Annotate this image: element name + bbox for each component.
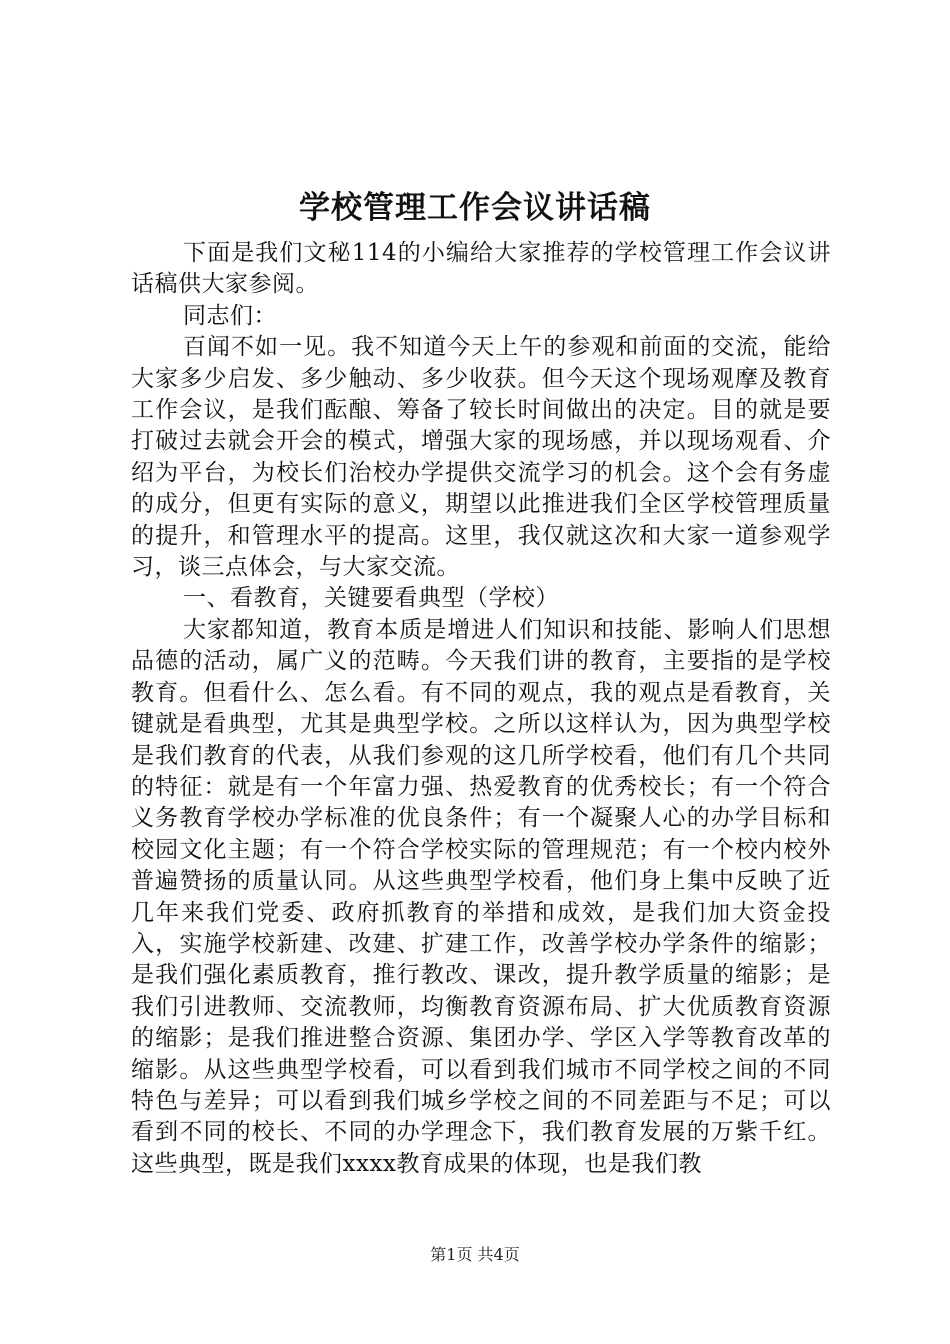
opening-paragraph: 百闻不如一见。我不知道今天上午的参观和前面的交流，能给大家多少启发、多少触动、多少收获。但今天这个现场观摩及教育工作会议，是我们酝酿、筹备了较长时间做出的决定。目的就是要打破过去就会开会的模式，增强大家的现场感，并以现场观看、介绍为平台，为校长们治校办学提供交流学习的机会。这个会有务虚的成分，但更有实际的意义，期望以此推进我们全区学校管理质量的提升，和管理水平的提高。这里，我仅就这次和大家一道参观学习，谈三点体会，与大家交流。 bbox=[131, 334, 831, 581]
section-1-paragraph: 大家都知道，教育本质是增进人们知识和技能、影响人们思想品德的活动，属广义的范畴。今天我们讲的教育，主要指的是学校教育。但看什么、怎么看。有不同的观点，我的观点是看教育，关键就是看典型，尤其是典型学校。之所以这样认为，因为典型学校是我们教育的代表，从我们参观的这几所学校看，他们有几个共同的特征：就是有一个年富力强、热爱教育的优秀校长；有一个符合义务教育学校办学标准的优良条件；有一个凝聚人心的办学目标和校园文化主题；有一个符合学校实际的管理规范；有一个校内校外普遍赞扬的质量认同。从这些典型学校看，他们身上集中反映了近几年来我们党委、政府抓教育的举措和成效，是我们加大资金投入，实施学校新建、改建、扩建工作，改善学校办学条件的缩影；是我们强化素质教育，推行教改、课改，提升教学质量的缩影；是我们引进教师、交流教师，均衡教育资源布局、扩大优质教育资源的缩影；是我们推进整合资源、集团办学、学区入学等教育改革的缩影。从这些典型学校看，可以看到我们城市不同学校之间的不同特色与差异；可以看到我们城乡学校之间的不同差距与不足；可以看到不同的校长、不同的办学理念下，我们教育发展的万紫千红。这些典型，既是我们xxxx教育成果的体现，也是我们教 bbox=[131, 616, 831, 1177]
document-body bbox=[131, 238, 831, 1180]
intro-paragraph: 下面是我们文秘114的小编给大家推荐的学校管理工作会议讲话稿供大家参阅。 bbox=[131, 240, 831, 298]
section-heading-1: 一、看教育，关键要看典型（学校） bbox=[183, 585, 559, 612]
salutation: 同志们： bbox=[183, 302, 277, 329]
document-title: 学校管理工作会议讲话稿 bbox=[299, 190, 651, 226]
page-footer: 第1页 共4页 bbox=[430, 1245, 520, 1264]
